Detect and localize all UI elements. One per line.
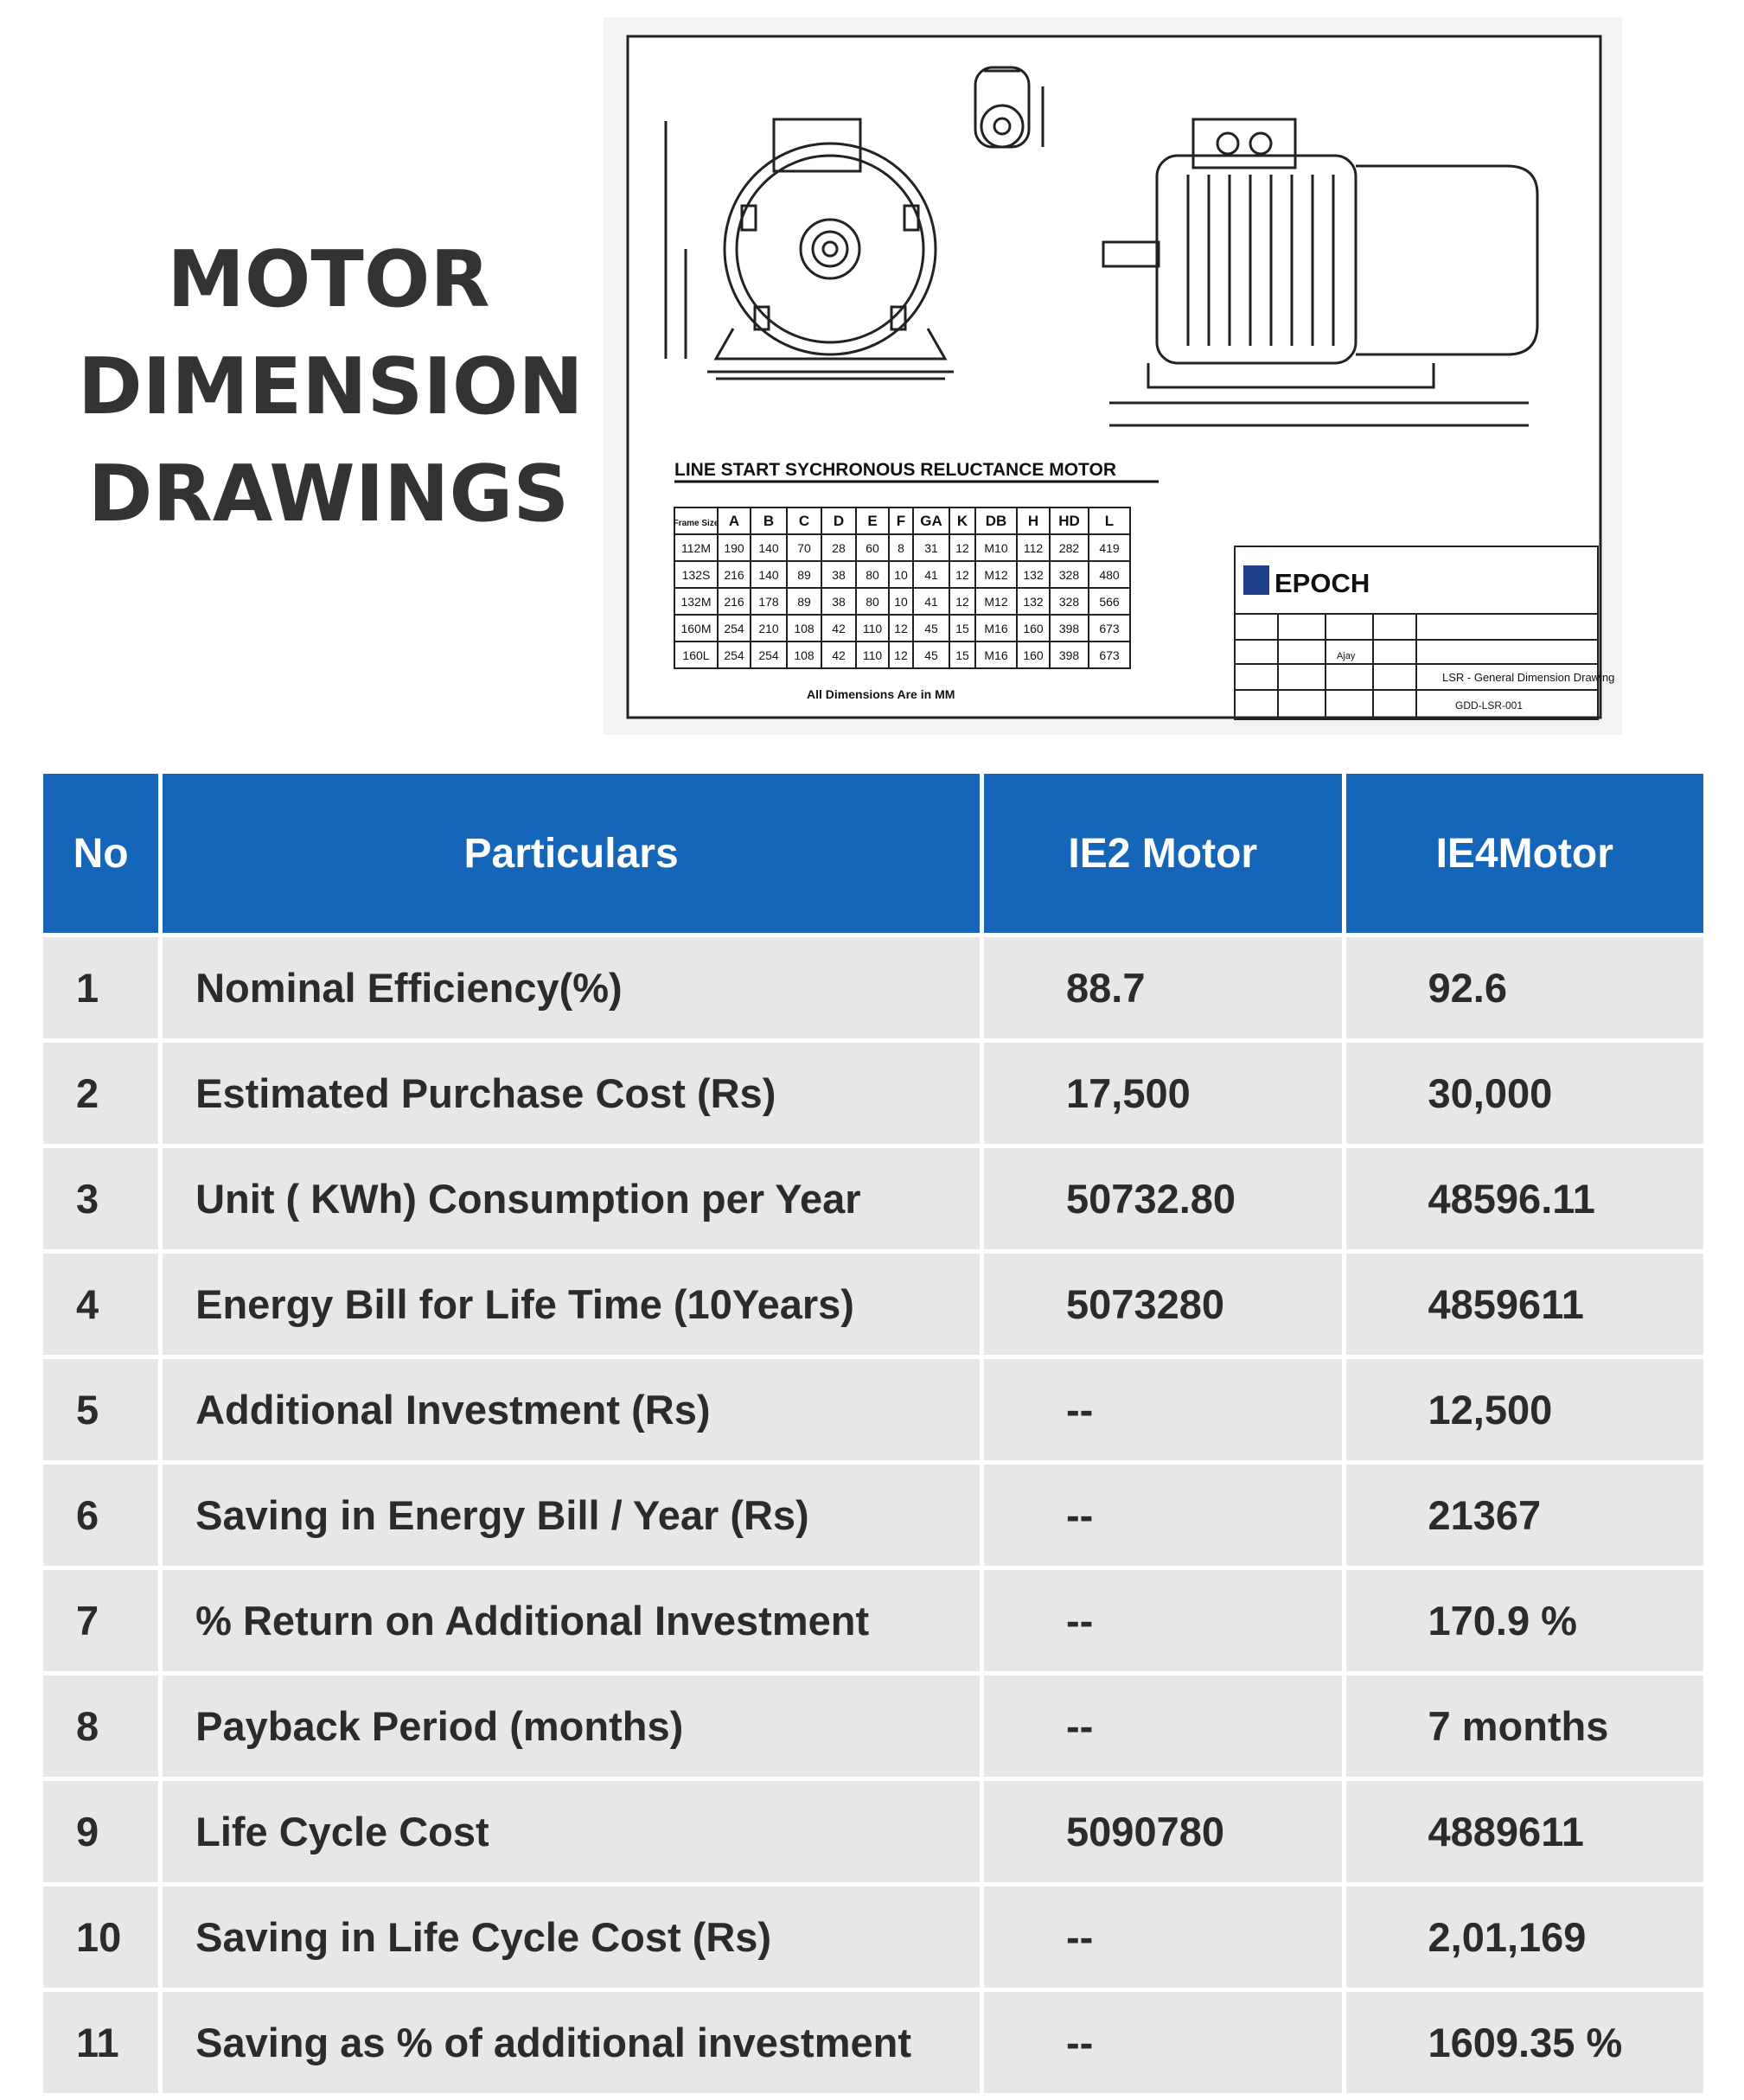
dimension-cell: H (1027, 513, 1039, 529)
dimension-cell: 254 (758, 648, 779, 662)
table-row (43, 1148, 1703, 1249)
table-row (43, 1992, 1703, 2093)
dimension-cell: 110 (862, 622, 883, 635)
epoch-logo-icon (1243, 565, 1269, 595)
title-line-3: DRAWINGS (87, 449, 570, 539)
dimension-cell: 38 (832, 595, 846, 609)
row-ie2-value: -- (984, 1465, 1341, 1566)
dimension-cell: 60 (866, 541, 879, 555)
table-row (43, 1676, 1703, 1777)
dimension-cell: 140 (758, 541, 779, 555)
dimension-cell: E (867, 513, 878, 529)
dimension-cell: 10 (894, 568, 908, 582)
dimension-cell: K (956, 513, 968, 529)
dimension-cell: M12 (984, 568, 1008, 582)
dimension-cell: 419 (1099, 541, 1120, 555)
dimension-cell: 31 (924, 541, 938, 555)
row-number: 3 (43, 1148, 158, 1249)
row-particular: Life Cycle Cost (163, 1781, 980, 1882)
dimension-cell: 398 (1058, 648, 1080, 662)
row-particular: Energy Bill for Life Time (10Years) (163, 1254, 980, 1355)
row-number: 4 (43, 1254, 158, 1355)
row-ie4-value: 170.9 % (1346, 1570, 1704, 1671)
dimension-cell: 110 (862, 648, 883, 662)
table-row (43, 1254, 1703, 1355)
dimension-cell: M16 (984, 648, 1008, 662)
dimension-cell: 108 (794, 648, 815, 662)
dimension-cell: 254 (724, 622, 744, 635)
dimension-cell: F (896, 513, 906, 529)
dimension-cell: 15 (955, 648, 969, 662)
dimension-cell: 10 (894, 595, 908, 609)
row-ie2-value: 50732.80 (984, 1148, 1341, 1249)
row-number: 5 (43, 1359, 158, 1460)
dimension-cell: 12 (955, 568, 969, 582)
dimension-cell: 38 (832, 568, 846, 582)
row-particular: Estimated Purchase Cost (Rs) (163, 1043, 980, 1144)
dimension-cell: 45 (924, 622, 938, 635)
drawing-title: LSR - General Dimension Drawing (1442, 671, 1615, 684)
dimension-cell: 42 (832, 622, 846, 635)
dimension-cell: 80 (866, 595, 879, 609)
dimension-cell: 210 (758, 622, 779, 635)
dimension-cell: 12 (955, 595, 969, 609)
dimension-cell: 28 (832, 541, 846, 555)
dimension-cell: 132M (680, 595, 712, 609)
dimension-cell: 89 (797, 568, 811, 582)
dimension-cell: 12 (955, 541, 969, 555)
row-number: 6 (43, 1465, 158, 1566)
dimension-cell: 45 (924, 648, 938, 662)
dimension-cell: 41 (924, 595, 938, 609)
row-particular: Unit ( KWh) Consumption per Year (163, 1148, 980, 1249)
row-ie4-value: 92.6 (1346, 937, 1704, 1038)
dimension-cell: 89 (797, 595, 811, 609)
row-number: 8 (43, 1676, 158, 1777)
dimension-cell: 15 (955, 622, 969, 635)
row-ie4-value: 7 months (1346, 1676, 1704, 1777)
row-ie4-value: 1609.35 % (1346, 1992, 1704, 2093)
header-no: No (43, 774, 158, 933)
table-row (43, 1043, 1703, 1144)
row-particular: Nominal Efficiency(%) (163, 937, 980, 1038)
table-row (43, 1570, 1703, 1671)
row-ie2-value: -- (984, 1676, 1341, 1777)
table-row (43, 1886, 1703, 1988)
row-ie4-value: 21367 (1346, 1465, 1704, 1566)
row-ie2-value: 88.7 (984, 937, 1341, 1038)
row-number: 2 (43, 1043, 158, 1144)
dimension-cell: 160L (682, 648, 710, 662)
table-row (43, 1781, 1703, 1882)
row-number: 7 (43, 1570, 158, 1671)
dimension-cell: 673 (1099, 648, 1120, 662)
row-ie2-value: 5090780 (984, 1781, 1341, 1882)
row-particular: Payback Period (months) (163, 1676, 980, 1777)
dimension-cell: 8 (898, 541, 904, 555)
row-number: 9 (43, 1781, 158, 1882)
row-number: 11 (43, 1992, 158, 2093)
dimension-cell: 398 (1058, 622, 1080, 635)
dimension-cell: GA (920, 513, 942, 529)
header-ie2-motor: IE2 Motor (984, 774, 1341, 933)
motor-comparison-table (39, 769, 1708, 2097)
dimension-cell: 12 (894, 648, 908, 662)
row-ie2-value: 5073280 (984, 1254, 1341, 1355)
dimension-cell: 112 (1023, 541, 1044, 555)
dimension-cell: M12 (984, 595, 1008, 609)
table-row (43, 1359, 1703, 1460)
dimension-cell: 80 (866, 568, 879, 582)
dimension-cell: 566 (1099, 595, 1120, 609)
dimension-cell: 112M (681, 541, 711, 555)
dimension-cell: 160M (680, 622, 712, 635)
row-particular: Additional Investment (Rs) (163, 1359, 980, 1460)
dimension-cell: A (728, 513, 740, 529)
dimension-cell: 160 (1023, 648, 1044, 662)
row-number: 1 (43, 937, 158, 1038)
header-particulars: Particulars (163, 774, 980, 933)
dimension-cell: M10 (984, 541, 1008, 555)
dimension-cell: 216 (724, 595, 744, 609)
dimension-cell: M16 (984, 622, 1008, 635)
drawing-number: GDD-LSR-001 (1455, 699, 1524, 712)
dimension-cell: 254 (724, 648, 744, 662)
row-ie4-value: 4859611 (1346, 1254, 1704, 1355)
epoch-logo-text: EPOCH (1274, 568, 1370, 598)
dimension-cell: 12 (894, 622, 908, 635)
dimension-cell: 178 (758, 595, 779, 609)
dimension-cell: B (763, 513, 775, 529)
dimension-cell: HD (1058, 513, 1080, 529)
dimension-cell: 480 (1099, 568, 1120, 582)
page-title (78, 227, 584, 548)
row-ie2-value: -- (984, 1359, 1341, 1460)
table-row (43, 1465, 1703, 1566)
dimension-cell: 42 (832, 648, 846, 662)
row-particular: Saving in Energy Bill / Year (Rs) (163, 1465, 980, 1566)
drawn-by: Ajay (1337, 651, 1356, 661)
title-line-2: DIMENSION (78, 341, 584, 432)
row-particular: Saving in Life Cycle Cost (Rs) (163, 1886, 980, 1988)
row-ie4-value: 48596.11 (1346, 1148, 1704, 1249)
dimension-table-title: LINE START SYCHRONOUS RELUCTANCE MOTOR (674, 460, 1117, 480)
dimension-cell: L (1104, 513, 1115, 529)
dimension-cell: 70 (797, 541, 811, 555)
row-ie4-value: 2,01,169 (1346, 1886, 1704, 1988)
row-ie4-value: 12,500 (1346, 1359, 1704, 1460)
table-row (43, 937, 1703, 1038)
dimension-cell: 190 (724, 541, 744, 555)
dimension-cell: D (833, 513, 845, 529)
header-ie4-motor: IE4Motor (1346, 774, 1704, 933)
dimension-cell: DB (985, 513, 1007, 529)
row-ie2-value: 17,500 (984, 1043, 1341, 1144)
dimension-cell: 673 (1099, 622, 1120, 635)
motor-dimension-drawing (604, 17, 1622, 735)
dimension-cell: 140 (758, 568, 779, 582)
row-ie4-value: 30,000 (1346, 1043, 1704, 1144)
row-ie2-value: -- (984, 1570, 1341, 1671)
table-header-row (43, 774, 1703, 933)
dimension-cell: Frame Size (673, 519, 719, 528)
dimension-cell: C (798, 513, 810, 529)
row-ie2-value: -- (984, 1886, 1341, 1988)
row-particular: Saving as % of additional investment (163, 1992, 980, 2093)
dimension-cell: 132 (1023, 595, 1044, 609)
title-line-1: MOTOR (167, 234, 490, 325)
dimension-cell: 328 (1058, 595, 1080, 609)
dimension-cell: 108 (794, 622, 815, 635)
dimension-cell: 282 (1058, 541, 1080, 555)
dimension-cell: 328 (1058, 568, 1080, 582)
row-particular: % Return on Additional Investment (163, 1570, 980, 1671)
row-ie2-value: -- (984, 1992, 1341, 2093)
row-number: 10 (43, 1886, 158, 1988)
dimension-cell: 41 (924, 568, 938, 582)
dimension-cell: 216 (724, 568, 744, 582)
dimension-cell: 132 (1023, 568, 1044, 582)
dimension-note: All Dimensions Are in MM (807, 687, 955, 701)
drawing-sheet (604, 17, 1622, 735)
dimension-cell: 160 (1023, 622, 1044, 635)
dimension-cell: 132S (681, 568, 711, 582)
row-ie4-value: 4889611 (1346, 1781, 1704, 1882)
